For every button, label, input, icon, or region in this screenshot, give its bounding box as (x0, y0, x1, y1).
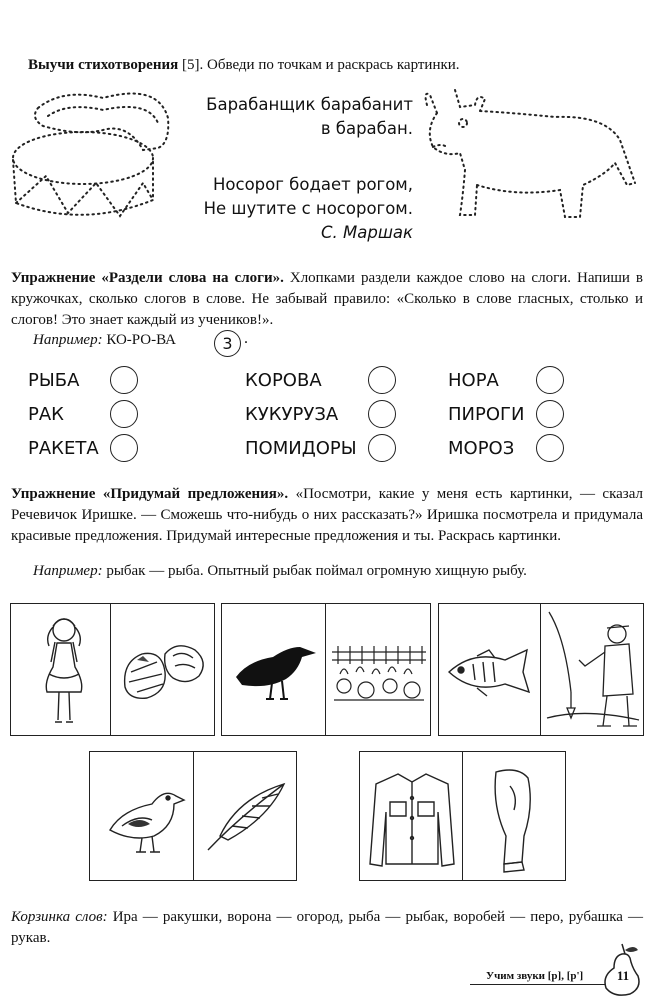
poem-stanza-2 (204, 173, 413, 245)
syllable-count-circle[interactable] (368, 366, 396, 394)
poem-line: Носорог бодает рогом, (213, 175, 413, 194)
word-item: РАК (28, 404, 64, 425)
exercise-syllables-text (11, 268, 643, 331)
poem-line: в барабан. (320, 119, 413, 138)
poem-line: Барабанщик барабанит (206, 95, 413, 114)
syllable-count-circle[interactable] (536, 366, 564, 394)
intro-line (28, 57, 628, 74)
sleeve-picture (478, 766, 558, 874)
sentence-example (33, 563, 643, 580)
word-item: ПИРОГИ (448, 404, 525, 425)
rhinoceros-dotted-illustration (415, 85, 645, 230)
poem-author: С. Маршак (320, 223, 413, 242)
exercise-syllables-title: Упражнение «Раздели слова на слоги». (11, 270, 284, 286)
syllable-count-circle[interactable] (368, 400, 396, 428)
picture-pair-sparrow-feather (89, 751, 297, 881)
fish-picture (443, 646, 537, 698)
footer-rule (470, 984, 618, 985)
syllable-count-circle[interactable] (536, 400, 564, 428)
basket-text: Ира — ракушки, ворона — огород, рыба — рыбак, воробей — перо, рубашка — рукав. (11, 909, 644, 946)
word-item: РАКЕТА (28, 438, 99, 459)
syllable-count-circle[interactable] (368, 434, 396, 462)
word-item: РЫБА (28, 370, 80, 391)
footer-label: Учим звуки [р], [р'] (486, 970, 584, 982)
exercise-sentences-text (11, 484, 643, 547)
word-item: ПОМИДОРЫ (245, 438, 357, 459)
picture-pair-fish-fisherman (438, 603, 644, 736)
syllable-count-circle[interactable] (536, 434, 564, 462)
intro-ref: [5]. (181, 57, 204, 73)
poem-stanza-1 (206, 93, 413, 141)
feather-picture (198, 778, 292, 858)
page-number: 11 (616, 968, 630, 983)
intro-bold: Выучи стихотворения (28, 57, 179, 73)
exercise-syllables-body: Хлопками раздели каждое слово на слоги. Напиши в кружочках, сколько слогов в слове. Не забывай правило: «Сколько в слове гласных, столько и слогов! Это знает каждый из учеников!». (11, 270, 644, 328)
exercise-sentences-body: «Посмотри, какие у меня есть картинки, — сказал Речевичок Иришке. — Сможешь что-нибудь о них рассказать?» Иришка посмотрела и придумала красивые предложения. Придумай интересные предложения и ты. Раскрась картинки. (11, 486, 643, 544)
garden-picture (330, 634, 428, 706)
picture-pair-crow-garden (221, 603, 431, 736)
sparrow-picture (102, 780, 186, 860)
picture-pair-shirt-sleeve (359, 751, 566, 881)
example-end: . (244, 330, 248, 347)
syllable-example (33, 332, 176, 349)
girl-picture (29, 612, 99, 730)
example-count-circle: 3 (214, 330, 241, 357)
syllable-count-circle[interactable] (110, 434, 138, 462)
example-word: КО-РО-ВА (106, 332, 177, 348)
fisherman-picture (545, 608, 641, 734)
crow-picture (228, 639, 322, 704)
syllable-count-circle[interactable] (110, 400, 138, 428)
intro-rest: Обведи по точкам и раскрась картинки. (206, 57, 460, 73)
word-basket (11, 907, 643, 949)
exercise-sentences-title: Упражнение «Придумай предложения». (11, 486, 289, 502)
picture-pair-ira-shells (10, 603, 215, 736)
word-item: КУКУРУЗА (245, 404, 339, 425)
example-label: Например: (33, 332, 103, 348)
drum-dotted-illustration (8, 88, 178, 238)
word-item: КОРОВА (245, 370, 322, 391)
word-item: НОРА (448, 370, 499, 391)
word-item: МОРОЗ (448, 438, 515, 459)
poem-line: Не шутите с носорогом. (203, 199, 413, 218)
shells-picture (117, 632, 212, 712)
basket-label: Корзинка слов: (11, 909, 108, 925)
example-label: Например: (33, 563, 103, 579)
syllable-count-circle[interactable] (110, 366, 138, 394)
shirt-picture (368, 768, 456, 872)
example-text: рыбак — рыба. Опытный рыбак поймал огромную хищную рыбу. (106, 563, 527, 579)
